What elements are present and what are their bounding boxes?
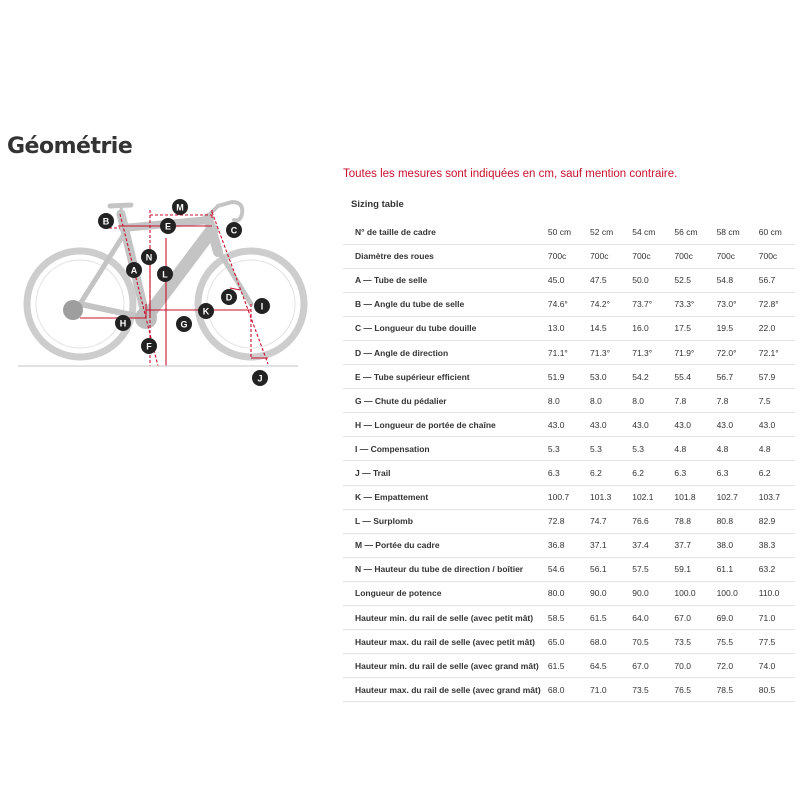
- table-cell: 56 cm: [668, 220, 710, 244]
- table-cell: 56.1: [584, 557, 626, 581]
- bike-geometry-diagram: [18, 188, 318, 388]
- table-row: [343, 413, 795, 437]
- table-cell: 77.5: [753, 630, 795, 654]
- label-n-marker: [141, 249, 157, 265]
- table-row: [343, 581, 795, 605]
- svg-text:E: E: [164, 221, 172, 232]
- table-cell: 54.2: [626, 365, 668, 389]
- table-cell: 36.8: [542, 533, 584, 557]
- row-label: C — Longueur du tube douille: [343, 316, 542, 340]
- row-label: Hauteur max. du rail de selle (avec petit mât): [343, 630, 542, 654]
- svg-text:C: C: [230, 225, 238, 236]
- row-label: H — Longueur de portée de chaîne: [343, 413, 542, 437]
- row-label: A — Tube de selle: [343, 268, 542, 292]
- table-cell: 102.1: [626, 485, 668, 509]
- table-cell: 80.8: [711, 509, 753, 533]
- label-j-marker: [252, 370, 268, 386]
- measurement-lines: [18, 210, 298, 366]
- table-cell: 52.5: [668, 268, 710, 292]
- table-cell: 6.3: [668, 461, 710, 485]
- sizing-table-title: Sizing table: [351, 199, 404, 210]
- row-label: N° de taille de cadre: [343, 220, 542, 244]
- svg-text:H: H: [119, 318, 127, 329]
- table-cell: 110.0: [753, 581, 795, 605]
- svg-text:N: N: [145, 252, 153, 263]
- table-cell: 71.0: [584, 678, 626, 702]
- table-cell: 8.0: [626, 389, 668, 413]
- table-cell: 19.5: [711, 316, 753, 340]
- svg-text:M: M: [176, 202, 184, 213]
- table-cell: 74.6°: [542, 292, 584, 316]
- table-cell: 43.0: [668, 413, 710, 437]
- label-i-marker: [254, 298, 270, 314]
- table-cell: 4.8: [668, 437, 710, 461]
- table-cell: 13.0: [542, 316, 584, 340]
- table-cell: 61.1: [711, 557, 753, 581]
- table-cell: 65.0: [542, 630, 584, 654]
- row-label: E — Tube supérieur efficient: [343, 365, 542, 389]
- svg-text:D: D: [225, 292, 233, 303]
- table-cell: 67.0: [668, 606, 710, 630]
- table-row: [343, 340, 795, 364]
- table-row: [343, 630, 795, 654]
- table-row: [343, 292, 795, 316]
- table-cell: 14.5: [584, 316, 626, 340]
- table-cell: 61.5: [542, 654, 584, 678]
- table-row: [343, 268, 795, 292]
- table-cell: 51.9: [542, 365, 584, 389]
- table-cell: 56.7: [711, 365, 753, 389]
- table-cell: 43.0: [626, 413, 668, 437]
- table-cell: 64.0: [626, 606, 668, 630]
- table-cell: 50 cm: [542, 220, 584, 244]
- table-cell: 700c: [542, 244, 584, 268]
- label-k-marker: [198, 303, 214, 319]
- row-label: K — Empattement: [343, 485, 542, 509]
- row-label: G — Chute du pédalier: [343, 389, 542, 413]
- table-cell: 58 cm: [711, 220, 753, 244]
- table-cell: 72.0°: [711, 340, 753, 364]
- table-cell: 64.5: [584, 654, 626, 678]
- row-label: Hauteur min. du rail de selle (avec petit mât): [343, 606, 542, 630]
- table-cell: 50.0: [626, 268, 668, 292]
- label-e-marker: [160, 218, 176, 234]
- table-cell: 68.0: [542, 678, 584, 702]
- table-row: [343, 654, 795, 678]
- table-row: [343, 509, 795, 533]
- svg-text:A: A: [130, 265, 138, 276]
- table-cell: 38.3: [753, 533, 795, 557]
- label-f-marker: [141, 338, 157, 354]
- svg-text:B: B: [102, 216, 110, 227]
- table-cell: 73.3°: [668, 292, 710, 316]
- table-cell: 57.9: [753, 365, 795, 389]
- table-cell: 71.3°: [584, 340, 626, 364]
- table-cell: 54 cm: [626, 220, 668, 244]
- row-label: B — Angle du tube de selle: [343, 292, 542, 316]
- table-cell: 100.7: [542, 485, 584, 509]
- label-a-marker: [126, 262, 142, 278]
- label-c-marker: [226, 222, 242, 238]
- row-label: L — Surplomb: [343, 509, 542, 533]
- table-cell: 54.6: [542, 557, 584, 581]
- table-cell: 82.9: [753, 509, 795, 533]
- table-cell: 63.2: [753, 557, 795, 581]
- table-row: [343, 437, 795, 461]
- row-label: I — Compensation: [343, 437, 542, 461]
- label-g-marker: [176, 316, 192, 332]
- measurement-notice: Toutes les mesures sont indiquées en cm, sauf mention contraire.: [343, 168, 678, 180]
- table-cell: 61.5: [584, 606, 626, 630]
- table-row: [343, 316, 795, 340]
- table-cell: 103.7: [753, 485, 795, 509]
- table-row: [343, 220, 795, 244]
- table-row: [343, 485, 795, 509]
- table-cell: 8.0: [584, 389, 626, 413]
- table-cell: 700c: [626, 244, 668, 268]
- table-cell: 71.9°: [668, 340, 710, 364]
- table-cell: 101.8: [668, 485, 710, 509]
- table-cell: 60 cm: [753, 220, 795, 244]
- table-cell: 73.7°: [626, 292, 668, 316]
- row-label: N — Hauteur du tube de direction / boîtier: [343, 557, 542, 581]
- table-cell: 4.8: [753, 437, 795, 461]
- table-cell: 90.0: [584, 581, 626, 605]
- svg-text:K: K: [202, 306, 210, 317]
- table-row: [343, 244, 795, 268]
- svg-text:J: J: [257, 373, 263, 384]
- table-cell: 43.0: [584, 413, 626, 437]
- svg-text:I: I: [260, 301, 264, 312]
- table-cell: 72.8°: [753, 292, 795, 316]
- page-title: Géométrie: [7, 134, 133, 159]
- table-cell: 102.7: [711, 485, 753, 509]
- table-cell: 6.3: [711, 461, 753, 485]
- label-m-marker: [172, 199, 188, 215]
- table-cell: 37.7: [668, 533, 710, 557]
- table-cell: 101.3: [584, 485, 626, 509]
- table-cell: 100.0: [711, 581, 753, 605]
- table-cell: 80.0: [542, 581, 584, 605]
- table-cell: 43.0: [542, 413, 584, 437]
- table-cell: 700c: [711, 244, 753, 268]
- table-cell: 45.0: [542, 268, 584, 292]
- table-cell: 5.3: [584, 437, 626, 461]
- table-cell: 47.5: [584, 268, 626, 292]
- svg-text:L: L: [162, 269, 168, 280]
- table-row: [343, 533, 795, 557]
- table-cell: 5.3: [542, 437, 584, 461]
- table-cell: 7.8: [711, 389, 753, 413]
- table-cell: 8.0: [542, 389, 584, 413]
- table-row: [343, 606, 795, 630]
- table-cell: 75.5: [711, 630, 753, 654]
- table-cell: 80.5: [753, 678, 795, 702]
- geometry-table: [343, 220, 795, 702]
- table-cell: 57.5: [626, 557, 668, 581]
- table-cell: 76.5: [668, 678, 710, 702]
- table-cell: 100.0: [668, 581, 710, 605]
- row-label: Longueur de potence: [343, 581, 542, 605]
- table-row: [343, 678, 795, 702]
- table-cell: 6.2: [584, 461, 626, 485]
- label-h-marker: [115, 315, 131, 331]
- sizing-table-section: [343, 196, 795, 702]
- row-label: Hauteur max. du rail de selle (avec grand mât): [343, 678, 542, 702]
- row-label: M — Portée du cadre: [343, 533, 542, 557]
- table-cell: 43.0: [753, 413, 795, 437]
- table-row: [343, 389, 795, 413]
- table-cell: 59.1: [668, 557, 710, 581]
- table-cell: 16.0: [626, 316, 668, 340]
- table-cell: 6.2: [626, 461, 668, 485]
- table-cell: 5.3: [626, 437, 668, 461]
- table-cell: 56.7: [753, 268, 795, 292]
- table-cell: 76.6: [626, 509, 668, 533]
- table-cell: 73.5: [626, 678, 668, 702]
- svg-text:G: G: [180, 319, 188, 330]
- row-label: D — Angle de direction: [343, 340, 542, 364]
- table-cell: 53.0: [584, 365, 626, 389]
- table-cell: 78.5: [711, 678, 753, 702]
- label-l-marker: [157, 266, 173, 282]
- table-cell: 72.8: [542, 509, 584, 533]
- table-cell: 37.4: [626, 533, 668, 557]
- table-cell: 71.1°: [542, 340, 584, 364]
- table-row: [343, 461, 795, 485]
- table-cell: 74.0: [753, 654, 795, 678]
- table-cell: 78.8: [668, 509, 710, 533]
- table-cell: 67.0: [626, 654, 668, 678]
- table-cell: 73.0°: [711, 292, 753, 316]
- table-cell: 70.0: [668, 654, 710, 678]
- table-cell: 7.5: [753, 389, 795, 413]
- table-cell: 700c: [584, 244, 626, 268]
- table-cell: 52 cm: [584, 220, 626, 244]
- table-cell: 54.8: [711, 268, 753, 292]
- table-cell: 55.4: [668, 365, 710, 389]
- table-cell: 6.2: [753, 461, 795, 485]
- table-cell: 4.8: [711, 437, 753, 461]
- table-cell: 72.1°: [753, 340, 795, 364]
- table-cell: 74.7: [584, 509, 626, 533]
- table-cell: 17.5: [668, 316, 710, 340]
- table-cell: 6.3: [542, 461, 584, 485]
- table-row: [343, 557, 795, 581]
- label-b-marker: [98, 213, 114, 229]
- table-row: [343, 365, 795, 389]
- row-label: J — Trail: [343, 461, 542, 485]
- table-cell: 700c: [668, 244, 710, 268]
- svg-text:F: F: [146, 341, 152, 352]
- table-cell: 70.5: [626, 630, 668, 654]
- table-cell: 74.2°: [584, 292, 626, 316]
- table-cell: 72.0: [711, 654, 753, 678]
- table-cell: 73.5: [668, 630, 710, 654]
- table-cell: 7.8: [668, 389, 710, 413]
- row-label: Diamètre des roues: [343, 244, 542, 268]
- table-cell: 22.0: [753, 316, 795, 340]
- row-label: Hauteur min. du rail de selle (avec grand mât): [343, 654, 542, 678]
- table-cell: 90.0: [626, 581, 668, 605]
- table-cell: 71.0: [753, 606, 795, 630]
- table-cell: 68.0: [584, 630, 626, 654]
- label-d-marker: [221, 289, 237, 305]
- table-cell: 69.0: [711, 606, 753, 630]
- table-cell: 700c: [753, 244, 795, 268]
- table-cell: 38.0: [711, 533, 753, 557]
- table-cell: 58.5: [542, 606, 584, 630]
- table-cell: 43.0: [711, 413, 753, 437]
- table-cell: 37.1: [584, 533, 626, 557]
- table-cell: 71.3°: [626, 340, 668, 364]
